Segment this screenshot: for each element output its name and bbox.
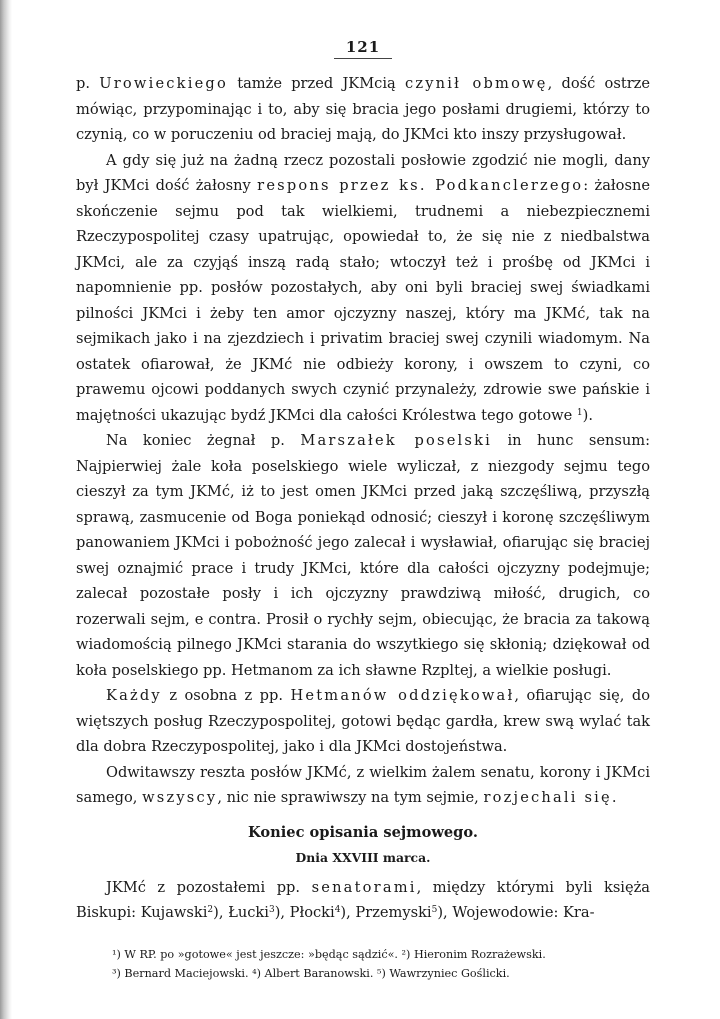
text-run: . <box>611 789 617 806</box>
paragraph <box>76 428 650 683</box>
text-run: ), Płocki <box>274 904 335 921</box>
paragraph <box>76 71 650 148</box>
footnote-ref: 1 <box>576 407 583 418</box>
spaced-text: Urowieckiego <box>99 75 228 92</box>
page-number-rule <box>334 58 392 59</box>
text-run: in hunc sensum: Najpierwiej żale koła poselskiego wiele wyliczał, z niezgody sejmu tego cieszył za tym JKMć, iż to jest omen JKMci przed jaką szczęśliwą, przyszłą sprawą, zasmucenie od Boga poniekąd odnosić; cieszył i koronę szczęśliwym panowaniem JKMci i pobożność jego zalecał i wysławiał, ofiarując się braciej swej oznajmić prace i trudy JKMci, które dla całości ojczyzny podejmuje; zalecał pozostałe posły i ich ojczyzny prawdziwą miłość, drugich, co rozerwali sejm, e contra. Prosił o rychły sejm, obiecując, że bracia za takową wiadomością pilnego JKMci starania do wszytkiego się skłonią; dziękował od koła poselskiego pp. Hetmanom za ich sławne Rzpltej, a wielkie posługi. <box>76 432 651 679</box>
spaced-text: respons przez ks. Podkanclerzego <box>257 177 584 194</box>
date-subheading: Dnia XXVIII marca. <box>295 849 431 865</box>
text-run: Na koniec żegnał p. <box>106 432 301 449</box>
spaced-text: rozjechali się <box>483 789 612 806</box>
paragraph <box>76 875 650 926</box>
body-text <box>76 71 650 926</box>
page-number: 121 <box>345 38 381 56</box>
text-run: , ofiarując się, do więtszych posług Rzeczypospolitej, gotowi będąc gardła, krew swą wylać tak dla dobra Rzeczypospolitej, jako i dla JKMci dostojeństwa. <box>76 687 650 755</box>
page-edge-shadow <box>0 0 12 1019</box>
text-run: ), Przemyski <box>340 904 432 921</box>
text-run: , dość ostrze mówiąc, przypominając i to, aby się bracia jego posłami drugiemi, którzy to czynią, co w poruczeniu od braciej mają, do JKMci kto inszy przysługował. <box>76 75 650 143</box>
spaced-text: wszyscy <box>142 789 218 806</box>
text-run: JKMć z pozostałemi pp. <box>106 878 312 896</box>
text-run: ). <box>582 406 593 424</box>
text-run: ), Łucki <box>213 904 269 921</box>
document-page <box>76 38 650 926</box>
text-run: z osobna z pp. <box>161 687 291 704</box>
text-run: , między którymi byli księża Biskupi: Kujawski <box>76 878 650 921</box>
footnote-line: ³) Bernard Maciejowski. ⁴) Albert Baranowski. ⁵) Wawrzyniec Goślicki. <box>112 967 510 980</box>
footnote-ref: 4 <box>334 905 341 915</box>
footnotes <box>76 945 650 983</box>
spaced-text: Każdy <box>106 687 162 704</box>
footnote-ref: 3 <box>268 905 275 915</box>
footnote-ref: 2 <box>207 905 214 915</box>
spaced-text: Marszałek poselski <box>300 432 493 449</box>
footnote-line: ¹) W RP. po »gotowe« jest jeszcze: »będąc sądzić«. ²) Hieronim Rozrażewski. <box>112 948 546 961</box>
paragraph <box>76 148 650 429</box>
text-run: tamże przed JKMcią <box>227 75 405 92</box>
text-run: Odwitawszy reszta posłów JKMć, z wielkim żalem senatu, korony i JKMci samego, <box>76 763 650 806</box>
spaced-text: senatorami <box>311 878 417 896</box>
text-run: , nic nie sprawiwszy na tym sejmie, <box>217 789 484 806</box>
footnote-ref: 5 <box>431 905 438 915</box>
spaced-text: czynił obmowę <box>404 75 548 92</box>
text-run: ), Wojewodowie: Kra- <box>437 904 595 921</box>
paragraph <box>76 683 650 760</box>
text-run: : żałosne skończenie sejmu pod tak wielkiemi, trudnemi a niebezpiecznemi Rzeczypospolitej czasy upatrując, opowiedał to, że się nie z niedbalstwa JKMci, ale za czyjąś inszą radą stało; wtoczył też i prośbę od JKMci i napomnienie pp. posłów pozostałych, aby oni byli braciej swej świadkami pilności JKMci i żeby ten amor ojczyzny naszej, który ma JKMć, tak na sejmikach jako i na zjezdziech i privatim braciej swej czynili wiadomym. Na ostatek ofiarował, że JKMć nie odbieży korony, i owszem to czyni, co prawemu ojcowi poddanych swych czynić przynależy, zdrowie swe pańskie i majętności ukazując bydź JKMci dla całości Królestwa tego gotowe <box>76 177 650 424</box>
text-run: p. <box>76 75 100 92</box>
paragraph <box>76 760 650 811</box>
spaced-text: Hetmanów oddziękował <box>290 687 515 704</box>
section-heading: Koniec opisania sejmowego. <box>248 823 478 841</box>
text-run: A gdy się już na żadną rzecz pozostali posłowie zgodzić nie mogli, dany był JKMci dość żałosny <box>76 151 650 194</box>
